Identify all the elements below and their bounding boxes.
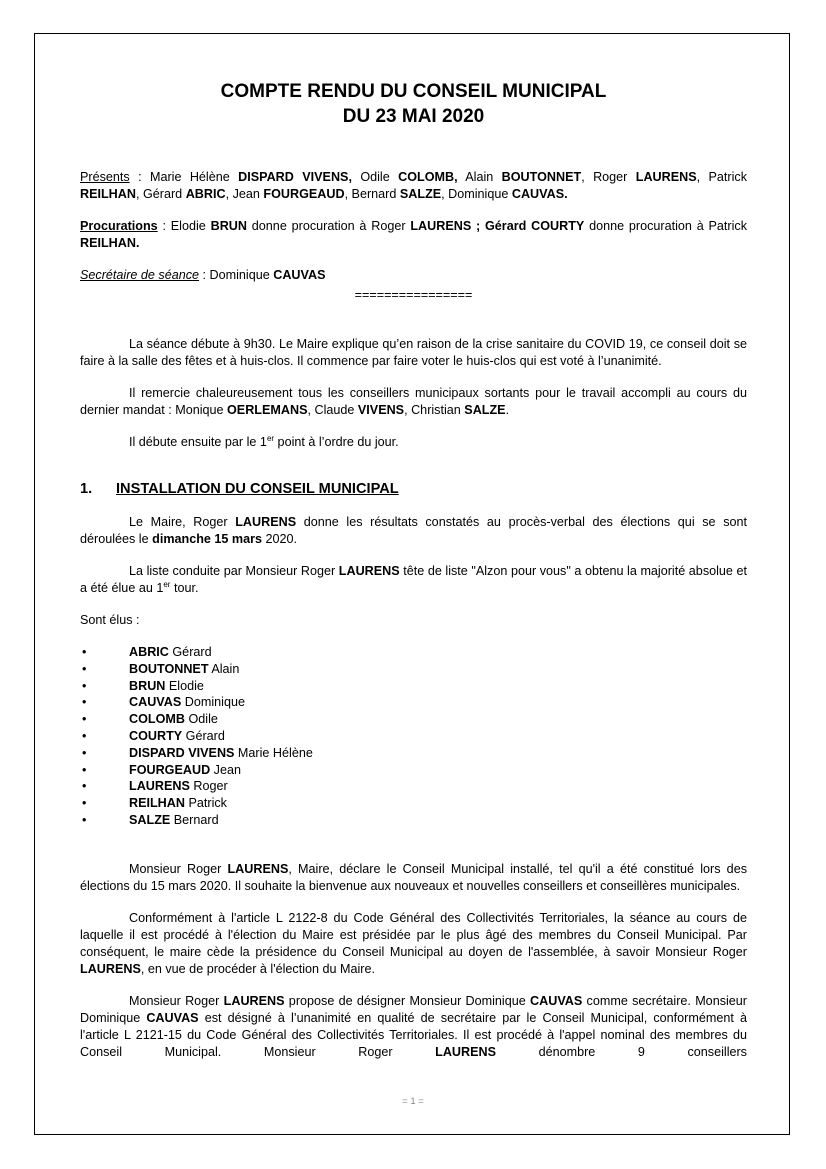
member-last-name: FOURGEAUD: [129, 762, 211, 777]
name: COLOMB,: [398, 170, 458, 184]
paragraph-article: [80, 910, 747, 978]
member-first-name: Gérard: [168, 645, 212, 659]
text: Monsieur Roger: [129, 993, 224, 1008]
member-first-name: Alain: [208, 661, 240, 676]
bullet-icon: •: [82, 779, 87, 794]
name: SALZE: [399, 187, 442, 201]
document-body: [80, 79, 747, 1061]
bullet-icon: •: [82, 695, 87, 710]
name: LAURENS: [235, 515, 297, 529]
name: BOUTONNET: [501, 170, 582, 184]
text: 2020.: [262, 532, 298, 546]
name: LAURENS: [223, 993, 285, 1008]
name: LAURENS: [635, 170, 697, 184]
name: CAUVAS: [146, 1010, 199, 1025]
member-last-name: BOUTONNET: [129, 661, 209, 676]
bullet-icon: •: [82, 728, 87, 743]
text: , Roger: [581, 170, 636, 184]
text: .: [505, 403, 510, 417]
elected-member: [80, 694, 747, 711]
member-last-name: COURTY: [129, 728, 183, 743]
paragraph-installed: [80, 861, 747, 895]
name: LAURENS: [80, 961, 141, 976]
member-last-name: REILHAN: [129, 796, 185, 811]
text: donne procuration à Patrick: [584, 219, 747, 233]
name: FOURGEAUD: [263, 187, 345, 201]
text: dénombre 9 conseillers: [496, 1044, 747, 1059]
member-last-name: CAUVAS: [129, 695, 182, 710]
elus-label: Sont élus :: [80, 613, 140, 627]
name: LAURENS: [227, 861, 289, 876]
member-last-name: DISPARD VIVENS: [129, 745, 235, 760]
presents-paragraph: [80, 169, 747, 203]
paragraph-thanks: [80, 385, 747, 419]
name: CAUVAS: [530, 993, 583, 1008]
text: tête de liste "Alzon pour vous" a obtenu la majorité absolue et a été élue au 1: [80, 564, 748, 595]
member-first-name: Marie Hélène: [234, 745, 313, 760]
elected-member: [80, 644, 747, 661]
text: , Jean: [225, 187, 264, 201]
procurations-paragraph: [80, 218, 747, 252]
bullet-icon: •: [82, 678, 87, 693]
text: Le Maire, Roger: [129, 515, 236, 529]
text: Il remercie chaleureusement tous les conseillers municipaux sortants pour le travail accompli au cours du dernier mandat : Monique: [80, 386, 747, 417]
name: VIVENS: [357, 403, 405, 417]
text: La liste conduite par Monsieur Roger: [129, 564, 339, 578]
text: , Dominique: [441, 187, 512, 201]
section-heading-1: [80, 479, 747, 499]
text: , Gérard: [135, 187, 186, 201]
superscript: er: [163, 579, 171, 589]
bullet-icon: •: [82, 661, 87, 676]
separator: ================: [354, 288, 473, 302]
page-number: = 1 =: [402, 1096, 424, 1107]
title-line-1: COMPTE RENDU DU CONSEIL MUNICIPAL: [220, 81, 607, 102]
text: Odile: [351, 170, 399, 184]
name: OERLEMANS: [227, 403, 308, 417]
member-first-name: Odile: [184, 712, 218, 727]
member-first-name: Bernard: [170, 812, 219, 827]
secretaire-label: Secrétaire de séance: [80, 268, 200, 282]
document-title: [80, 79, 747, 129]
text: Il débute ensuite par le 1: [129, 435, 267, 449]
text: Conformément à l'article L 2122-8 du Code Général des Collectivités Territoriales, la séance au cours de laquelle il est procédé à l'élection du Maire est présidée par le plus âgé des membres du Conseil Municipal. Par conséquent, le maire cède la présidence du Conseil Municipal au doyen de l'assemblée, à savoir Monsieur Roger: [80, 910, 747, 959]
text: , Maire, déclare le Conseil Municipal installé, tel qu'il a été constitué lors des élections du 15 mars 2020. Il souhaite la bienvenue aux nouveaux et nouvelles conseillers et conseillères municipales.: [80, 861, 747, 893]
elected-member: [80, 762, 747, 779]
name: LAURENS: [435, 1044, 497, 1059]
elected-member: [80, 678, 747, 695]
paragraph-opening: La séance débute à 9h30. Le Maire explique qu’en raison de la crise sanitaire du COVID 19, ce conseil doit se faire à la salle des fêtes et à huis-clos. Il commence par faire voter le huis-clos qui est voté à l’unanimité.: [80, 337, 747, 368]
title-line-2: DU 23 MAI 2020: [342, 106, 485, 127]
name: SALZE: [464, 403, 506, 417]
bullet-icon: •: [82, 796, 87, 811]
text: est désigné à l’unanimité en qualité de secrétaire par le Conseil Municipal, conformément à l'article L 2121-15 du Code Général des Collectivités Territoriales. Il est procédé à l'appel nominal des membres du Conseil Municipal. Monsieur Roger: [80, 1010, 747, 1059]
text: : Marie Hélène: [129, 170, 239, 184]
elected-member: [80, 812, 747, 829]
elected-member: [80, 795, 747, 812]
elected-member: [80, 745, 747, 762]
text: , en vue de procéder à l'élection du Maire.: [140, 961, 376, 976]
name: LAURENS ; Gérard COURTY: [410, 219, 585, 233]
member-first-name: Roger: [189, 779, 228, 794]
paragraph-secretary: [80, 993, 747, 1061]
elected-list: [80, 644, 747, 829]
name: LAURENS: [338, 564, 400, 578]
secretaire-paragraph: [80, 267, 747, 284]
text: Alain: [457, 170, 502, 184]
presents-label: Présents: [80, 170, 130, 184]
text: Monsieur Roger: [129, 861, 228, 876]
elected-member: [80, 711, 747, 728]
text: : Elodie: [157, 219, 211, 233]
member-first-name: Jean: [210, 762, 241, 777]
page-frame: [34, 33, 790, 1135]
text: donne les résultats constatés au procès-verbal des élections qui se sont déroulées le: [80, 515, 747, 546]
text: , Patrick: [696, 170, 747, 184]
procurations-label: Procurations: [80, 219, 158, 233]
bullet-icon: •: [82, 712, 87, 727]
text: tour.: [170, 581, 199, 595]
elected-member: [80, 661, 747, 678]
bullet-icon: •: [82, 762, 87, 777]
text: propose de désigner Monsieur Dominique: [284, 993, 531, 1008]
superscript: er: [266, 433, 275, 443]
name: DISPARD VIVENS,: [238, 170, 352, 184]
text: donne procuration à Roger: [247, 219, 411, 233]
member-last-name: SALZE: [129, 812, 171, 827]
text: , Claude: [307, 403, 358, 417]
member-first-name: Patrick: [184, 796, 227, 811]
name: REILHAN.: [80, 236, 140, 250]
member-first-name: Elodie: [165, 678, 204, 693]
text: , Bernard: [344, 187, 400, 201]
name: ABRIC: [185, 187, 226, 201]
member-last-name: COLOMB: [129, 712, 185, 727]
paragraph-results: [80, 514, 747, 548]
paragraph-agenda: [80, 434, 747, 451]
elected-member: [80, 728, 747, 745]
section-number: 1.: [80, 481, 93, 497]
member-first-name: Gérard: [182, 728, 225, 743]
elected-member: [80, 778, 747, 795]
member-last-name: ABRIC: [129, 645, 169, 659]
name: BRUN: [210, 219, 247, 233]
member-last-name: BRUN: [129, 678, 166, 693]
text: comme secrétaire. Monsieur Dominique: [80, 993, 747, 1025]
bullet-icon: •: [82, 812, 87, 827]
paragraph-list: [80, 563, 747, 597]
member-first-name: Dominique: [181, 695, 245, 710]
name: REILHAN: [80, 187, 136, 201]
bullet-icon: •: [82, 745, 87, 760]
name: CAUVAS: [273, 268, 326, 282]
text: point à l’ordre du jour.: [274, 435, 399, 449]
date: dimanche 15 mars: [152, 532, 263, 546]
name: CAUVAS.: [511, 187, 568, 201]
member-last-name: LAURENS: [129, 779, 190, 794]
text: , Christian: [404, 403, 465, 417]
section-title: INSTALLATION DU CONSEIL MUNICIPAL: [116, 481, 399, 497]
text: : Dominique: [199, 268, 274, 282]
bullet-icon: •: [82, 645, 87, 659]
